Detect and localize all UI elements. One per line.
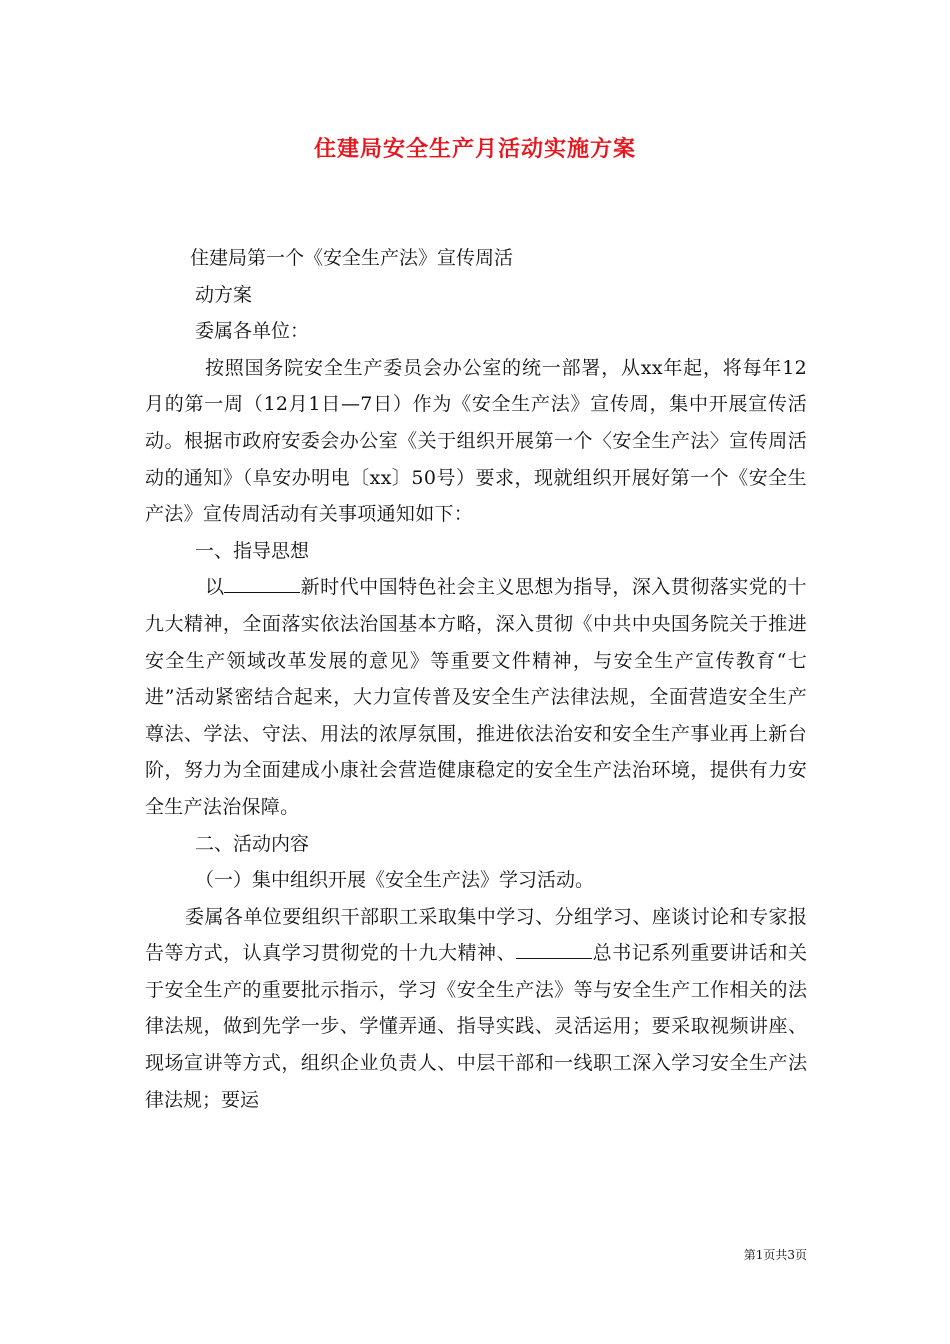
subtitle-line-1: 住建局第一个《安全生产法》宣传周活 [190, 247, 514, 269]
blank-underline [516, 940, 592, 959]
page-footer: 第1页共3页 [743, 1248, 807, 1262]
blank-underline [224, 574, 300, 593]
document-title: 住建局安全生产月活动实施方案 [313, 136, 636, 162]
document-body [145, 240, 807, 1118]
salutation: 委属各单位： [195, 320, 310, 343]
subtitle-line-2: 动方案 [195, 283, 253, 306]
section-2-heading: 二、活动内容 [195, 832, 310, 855]
section-2-subheading-1: （一）集中组织开展《安全生产法》学习活动。 [195, 869, 595, 892]
section-2-paragraph [145, 899, 807, 1119]
section-1-heading: 一、指导思想 [195, 539, 310, 562]
section-2-body-part-1: 委属各单位要组织干部职工采取集中学习、分组学习、座谈讨论和专家报告等方式，认真学习贯彻党的十九大精神、 [145, 905, 807, 965]
section-1-paragraph [145, 569, 807, 825]
intro-paragraph: 按照国务院安全生产委员会办公室的统一部署，从xx年起，将每年12月的第一周（12月1日—7日）作为《安全生产法》宣传周，集中开展宣传活动。根据市政府安委会办公室《关于组织开展第一个〈安全生产法〉宣传周活动的通知》（阜安办明电〔xx〕50号）要求，现就组织开展好第一个《安全生产法》宣传周活动有关事项通知如下： [145, 356, 807, 526]
section-1-prefix: 以 [205, 576, 225, 599]
section-1-body: 新时代中国特色社会主义思想为指导，深入贯彻落实党的十九大精神，全面落实依法治国基本方略，深入贯彻《中共中央国务院关于推进安全生产领域改革发展的意见》等重要文件精神，与安全生产宣传教育“七进”活动紧密结合起来，大力宣传普及安全生产法律法规，全面营造安全生产尊法、学法、守法、用法的浓厚氛围，推进依法治安和安全生产事业再上新台阶，努力为全面建成小康社会营造健康稳定的安全生产法治环境，提供有力安全生产法治保障。 [145, 576, 807, 818]
section-2-body-part-2: 总书记系列重要讲话和关于安全生产的重要批示指示，学习《安全生产法》等与安全生产工作相关的法律法规，做到先学一步、学懂弄通、指导实践、灵活运用；要采取视频讲座、现场宣讲等方式，组织企业负责人、中层干部和一线职工深入学习安全生产法律法规；要运 [145, 942, 807, 1111]
